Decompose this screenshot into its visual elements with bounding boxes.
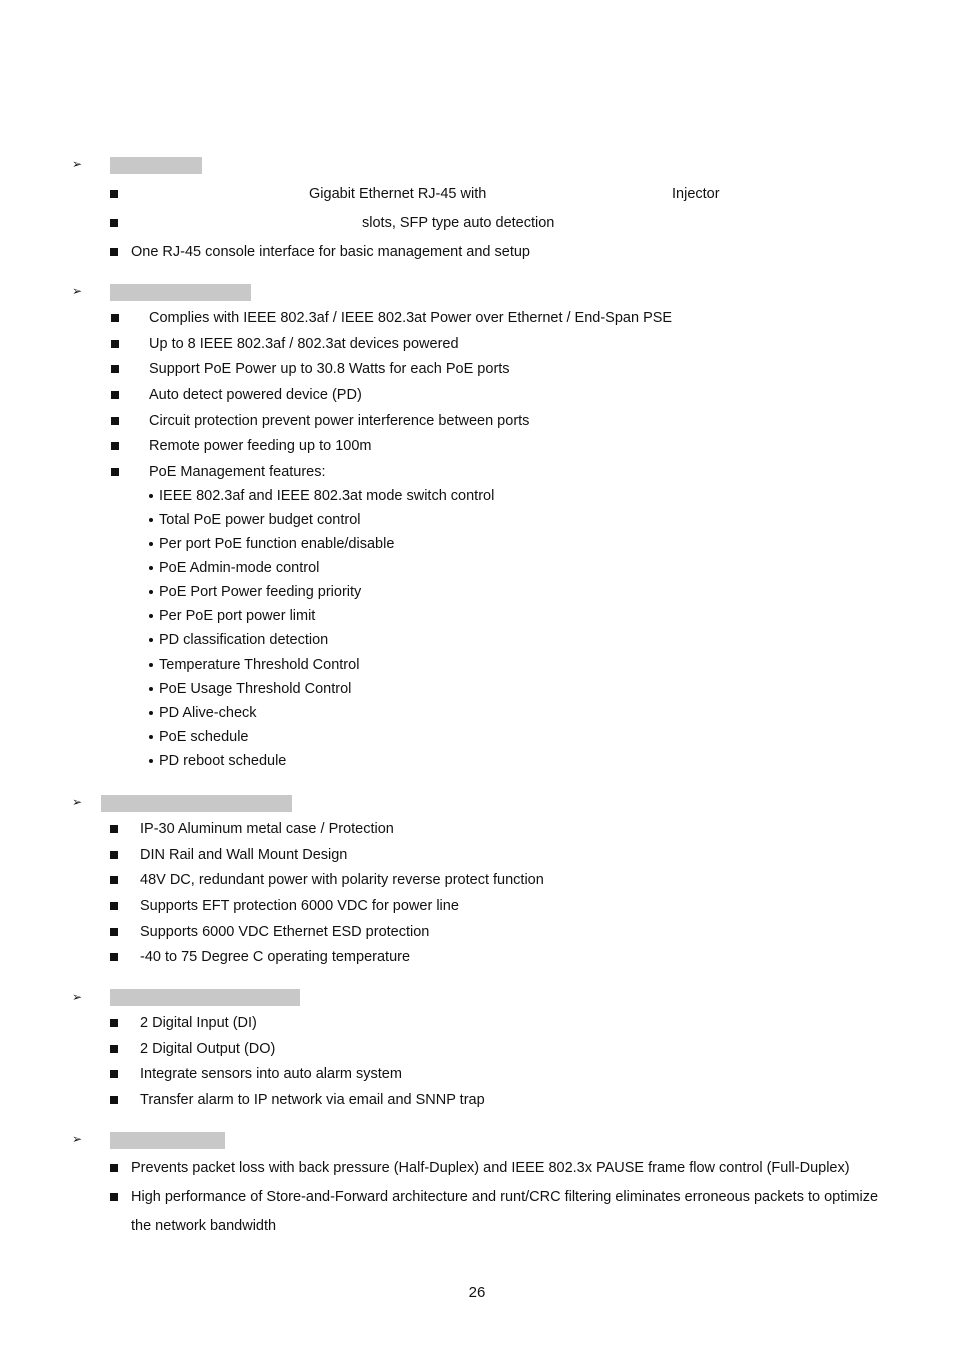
sub-list-item: PoE Usage Threshold Control [159,681,352,697]
arrowhead-icon: ➢ [72,1132,83,1146]
list-item-text: Supports 6000 VDC Ethernet ESD protection [140,924,430,940]
list-item-text: Remote power feeding up to 100m [149,438,372,454]
list-item-text: 2 Digital Output (DO) [140,1041,276,1057]
dot-bullet-icon [149,735,153,739]
square-bullet-icon [110,1019,118,1027]
dot-bullet-icon [149,638,153,642]
dot-bullet-icon [149,542,153,546]
list-item-text: 48V DC, redundant power with polarity reverse protect function [140,872,544,888]
square-bullet-icon [110,248,118,256]
list-item-text: 2 Digital Input (DI) [140,1015,257,1031]
dot-bullet-icon [149,687,153,691]
dot-bullet-icon [149,614,153,618]
arrowhead-icon: ➢ [72,284,83,298]
sub-list-item: Total PoE power budget control [159,512,361,528]
redacted-heading [110,1132,225,1149]
sub-list-item: Per PoE port power limit [159,608,316,624]
redacted-heading [101,795,292,812]
sub-list-item: Temperature Threshold Control [159,657,360,673]
redacted-heading [110,989,300,1006]
list-item-text: -40 to 75 Degree C operating temperature [140,949,411,965]
dot-bullet-icon [149,566,153,570]
square-bullet-icon [111,340,119,348]
list-item-text: IP-30 Aluminum metal case / Protection [140,821,394,837]
list-item-text: Prevents packet loss with back pressure (Half-Duplex) and IEEE 802.3x PAUSE frame flow control (Full-Duplex) [131,1160,850,1176]
square-bullet-icon [110,1096,118,1104]
list-item-text: One RJ-45 console interface for basic management and setup [131,244,530,260]
list-item-text: slots, SFP type auto detection [362,215,555,231]
sub-list-item: PD reboot schedule [159,753,287,769]
square-bullet-icon [110,190,118,198]
square-bullet-icon [111,417,119,425]
arrowhead-icon: ➢ [72,990,83,1004]
list-item-text: Injector [672,186,720,202]
square-bullet-icon [110,902,118,910]
list-item-text: Integrate sensors into auto alarm system [140,1066,402,1082]
square-bullet-icon [111,442,119,450]
sub-list-item: PoE Admin-mode control [159,560,320,576]
dot-bullet-icon [149,494,153,498]
square-bullet-icon [110,851,118,859]
sub-list-item: Per port PoE function enable/disable [159,536,395,552]
square-bullet-icon [110,1045,118,1053]
dot-bullet-icon [149,590,153,594]
square-bullet-icon [110,1070,118,1078]
list-item-text: DIN Rail and Wall Mount Design [140,847,348,863]
dot-bullet-icon [149,711,153,715]
sub-list-item: IEEE 802.3af and IEEE 802.3at mode switch control [159,488,495,504]
dot-bullet-icon [149,518,153,522]
dot-bullet-icon [149,759,153,763]
redacted-heading [110,157,202,174]
list-item-text: Gigabit Ethernet RJ-45 with [309,186,487,202]
list-item-text: Support PoE Power up to 30.8 Watts for each PoE ports [149,361,510,377]
square-bullet-icon [110,876,118,884]
list-item-text-continued: the network bandwidth [131,1218,277,1234]
square-bullet-icon [111,468,119,476]
sub-list-item: PoE schedule [159,729,249,745]
arrowhead-icon: ➢ [72,157,83,171]
page-number: 26 [468,1284,486,1301]
list-item-text: PoE Management features: [149,464,326,480]
square-bullet-icon [110,953,118,961]
square-bullet-icon [111,365,119,373]
list-item-text: Auto detect powered device (PD) [149,387,362,403]
dot-bullet-icon [149,663,153,667]
list-item-text: Transfer alarm to IP network via email and SNNP trap [140,1092,485,1108]
square-bullet-icon [110,928,118,936]
sub-list-item: PD Alive-check [159,705,257,721]
list-item-text: Supports EFT protection 6000 VDC for power line [140,898,459,914]
list-item-text: Complies with IEEE 802.3af / IEEE 802.3at Power over Ethernet / End-Span PSE [149,310,673,326]
list-item-text: High performance of Store-and-Forward architecture and runt/CRC filtering eliminates erroneous packets to optimize [131,1189,879,1205]
square-bullet-icon [110,825,118,833]
arrowhead-icon: ➢ [72,795,83,809]
list-item-text: Circuit protection prevent power interference between ports [149,413,530,429]
list-item-text: Up to 8 IEEE 802.3af / 802.3at devices powered [149,336,459,352]
square-bullet-icon [110,1193,118,1201]
square-bullet-icon [110,1164,118,1172]
sub-list-item: PD classification detection [159,632,329,648]
square-bullet-icon [110,219,118,227]
square-bullet-icon [111,314,119,322]
sub-list-item: PoE Port Power feeding priority [159,584,362,600]
redacted-heading [110,284,251,301]
square-bullet-icon [111,391,119,399]
